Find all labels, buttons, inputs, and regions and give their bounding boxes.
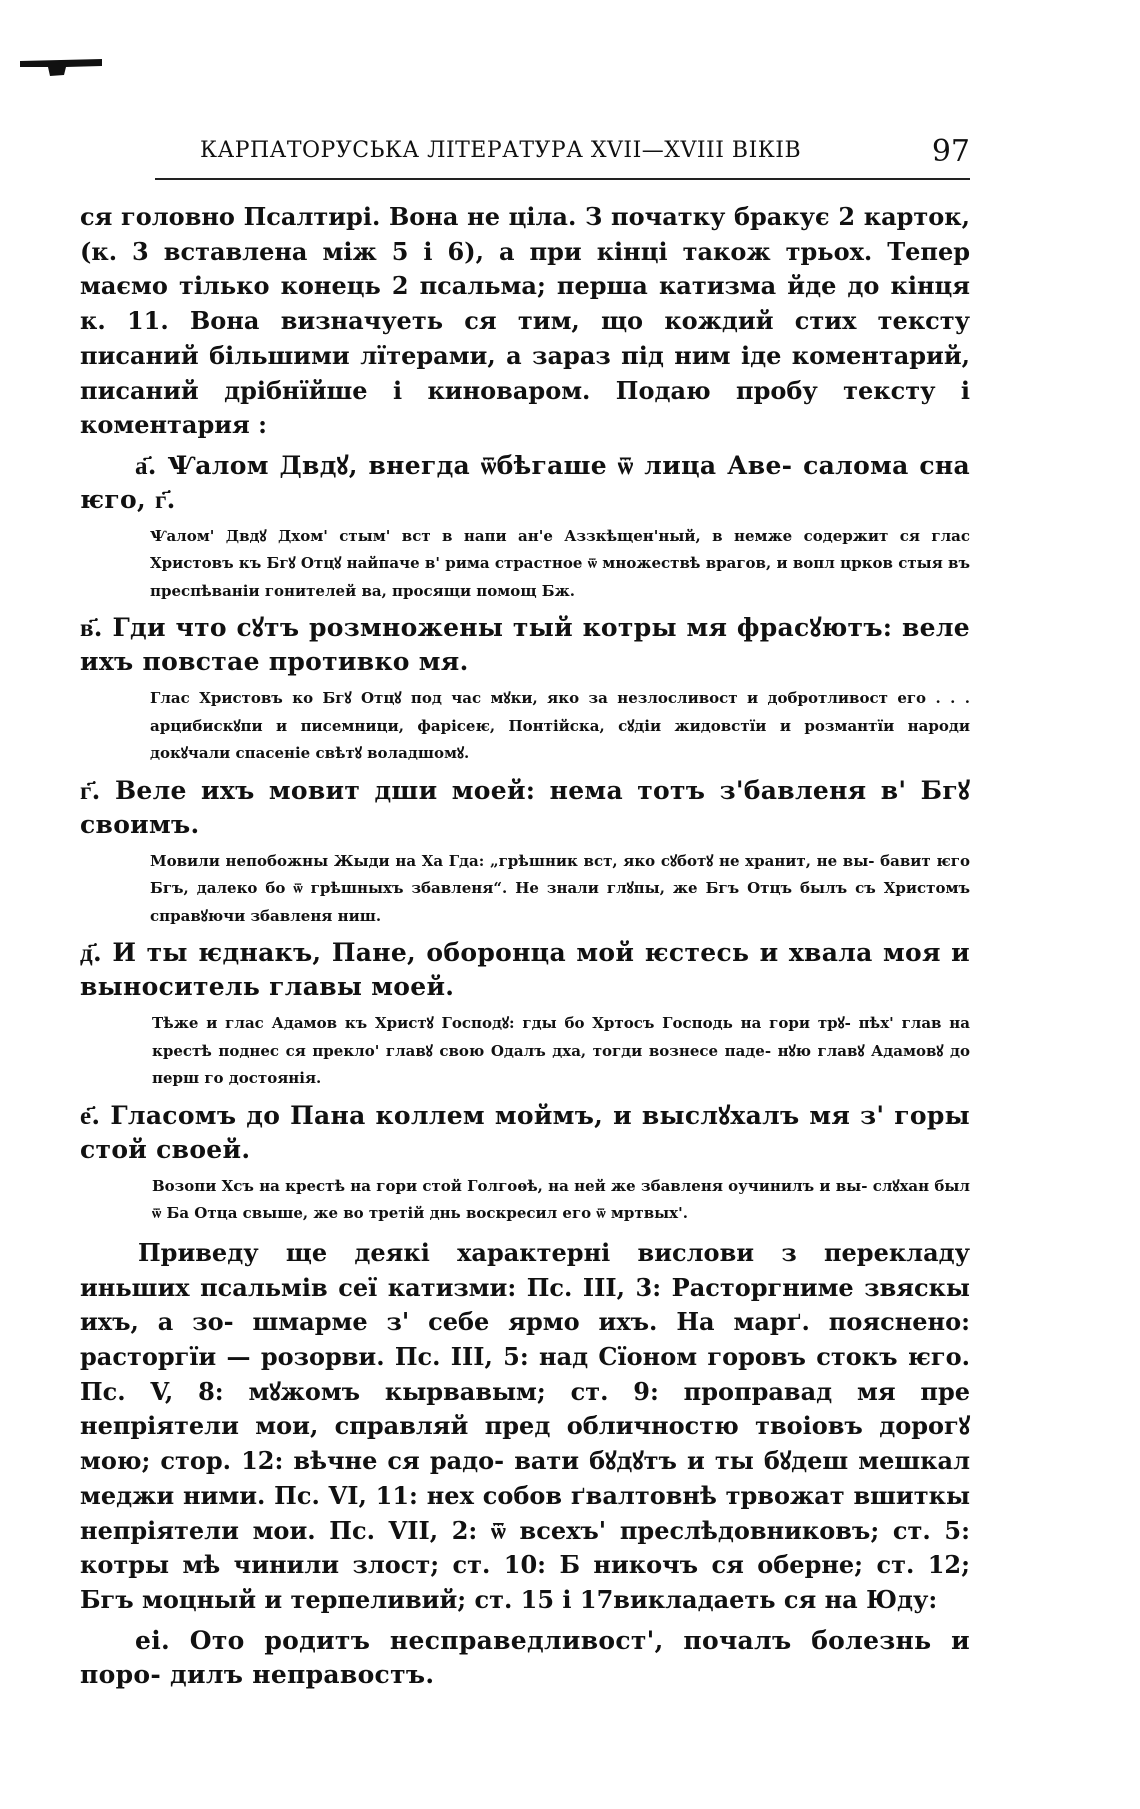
commentary-1: Ѱалом' Двдꙋ Дхом' стым' вст в напи ан'е Аззкѣщен'ный, в немже содержит ся глас Христовъ къ Бгꙋ Отцꙋ найпаче в' рима страстное ѿ множествѣ врагов, и вопл црков стыя въ преспѣваніи гонителей ва, просящи помощ Бж.	[150, 526, 970, 600]
verse-4: д҃. И ты ѥднакъ, Пане, оборонца мой ѥстесь и хвала моя и выноситель главы моей.	[80, 938, 970, 1002]
verse-2: в҃. Гди что сꙋтъ розмножены тый котры мя фрасꙋютъ: веле ихъ повстае противко мя.	[80, 613, 970, 677]
page-number: 97	[931, 134, 970, 169]
verse-3: г҃. Веле ихъ мовит дши моей: нема тотъ з'бавленя в' Бгꙋ своимъ.	[80, 775, 970, 839]
page-body	[80, 200, 970, 1692]
final-verse: еі. Ото родитъ несправедливост', почалъ болезнь и поро- дилъ неправостъ.	[80, 1625, 970, 1689]
discussion-paragraph: Приведу ще деякі характерні вислови з перекладу иньших псальмів сеї катизми: Пс. III, 3: Расторгниме звяскы ихъ, а зо- шмарме з' себе ярмо ихъ. На марґ. пояснено: расторгїи — розорви. Пс. III, 5: над Сїоном горовъ стокъ ѥго. Пс. V, 8: мꙋжомъ кырвавым; ст. 9: проправад мя пре непріятели мои, справляй пред обличностю твоіовъ дорогꙋ мою; стор. 12: вѣчне ся радо- вати бꙋдꙋтъ и ты бꙋдеш мешкал меджи ними. Пс. VI, 11: нех собов ґвалтовнѣ трвожат вшиткы непріятели мои. Пс. VII, 2: ѿ всехъ' преслѣдовниковъ; ст. 5: котры мѣ чинили злост; ст. 10: Б никочъ ся оберне; ст. 12; Бгъ моцный и терпеливий; ст. 15 і 17викладаеть ся на Юду:	[80, 1237, 970, 1614]
corner-mark-icon	[20, 55, 102, 77]
running-header	[155, 134, 970, 180]
commentary-4: Тѣже и глас Адамов къ Христꙋ Господꙋ: гды бо Хртосъ Господь на гори трꙋ- пѣх' глав на крестѣ поднес ся прекло' главꙋ свою Одалъ дха, тогди вознесе паде- нꙋю главꙋ Адамовꙋ до перш го достоянія.	[152, 1014, 970, 1088]
intro-paragraph: ся головно Псалтирі. Вона не ціла. З початку бракує 2 карток, (к. 3 вставлена між 5 і 6), а при кінці також трьох. Тепер маємо тілько конець 2 псальма; перша катизма йде до кінця к. 11. Вона визначуеть ся тим, що кождий стих тексту писаний більшими лїтерами, а зараз під ним іде коментарий, писаний дрібнїйше і киноваром. Подаю пробу тексту і коментария :	[80, 202, 970, 440]
verse-5: е҃. Гласомъ до Пана коллем моймъ, и выслꙋхалъ мя з' горы стой своей.	[80, 1100, 970, 1164]
commentary-5: Возопи Хсъ на крестѣ на гори стой Голгоѳѣ, на ней же збавленя оучинилъ и вы- слꙋхан был ѿ Ба Отца свыше, же во третій днь воскресил его ѿ мртвых'.	[152, 1176, 970, 1223]
commentary-2: Глас Христовъ ко Бгꙋ Отцꙋ под час мꙋки, яко за незлосливост и добротливост его . . . арцибискꙋпи и писемници, фарісеѥ, Понтійска, сꙋдіи жидовстїи и розмантїи народи докꙋчали спасеніе свѣтꙋ воладшомꙋ.	[150, 689, 970, 763]
commentary-3: Мовили непобожны Жыди на Ха Гда: „грѣшник вст, яко сꙋботꙋ не хранит, не вы- бавит ѥго Бгъ, далеко бо ѿ грѣшныхъ збавленя“. Не знали глꙋпы, же Бгъ Отцъ былъ съ Христомъ справꙋючи збавленя ниш.	[150, 851, 970, 925]
running-title: КАРПАТОРУСЬКА ЛІТЕРАТУРА XVII—XVIII ВІКІВ	[200, 138, 802, 163]
verse-1: а҃. Ѱалом Двдꙋ, внегда ѿбѣгаше ѿ лица Аве- саломa сна ѥго, г҃.	[80, 450, 970, 514]
